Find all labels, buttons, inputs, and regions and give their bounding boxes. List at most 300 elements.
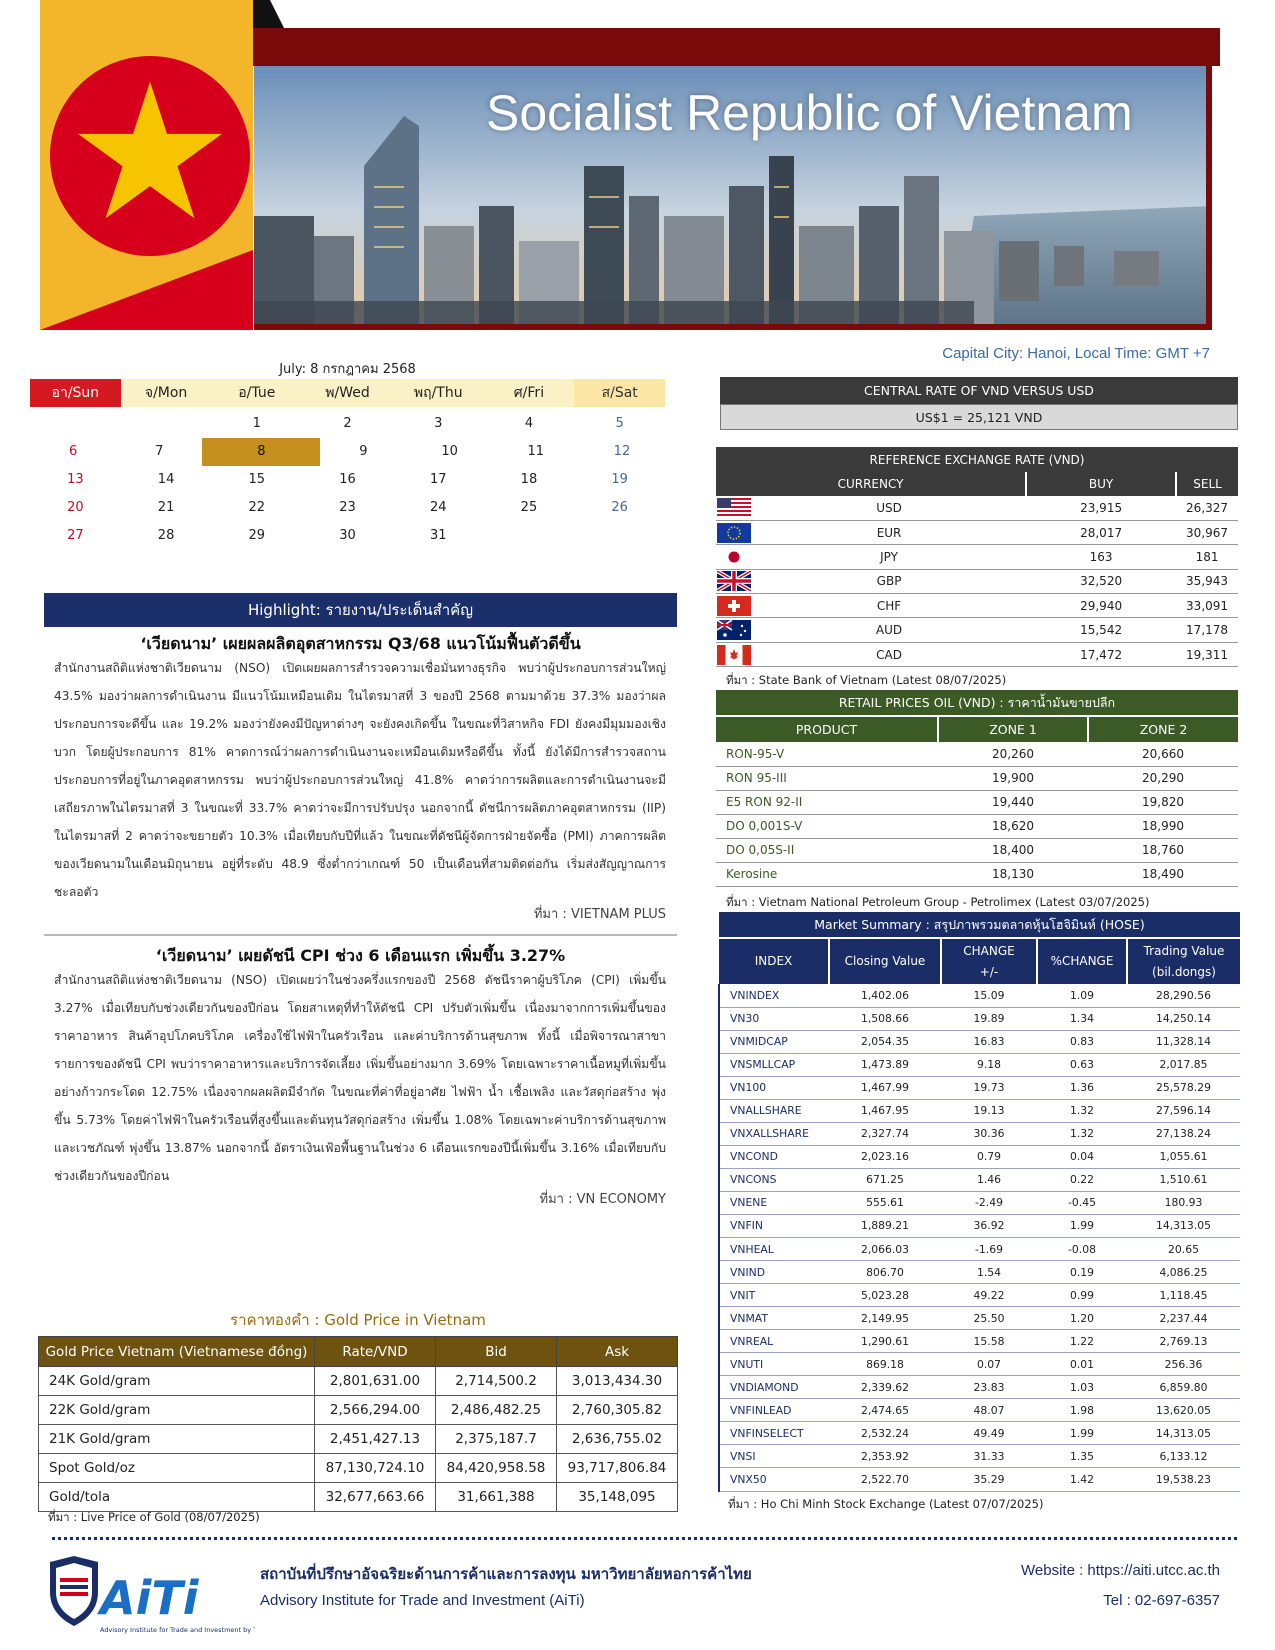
footer-website-link[interactable]: Website : https://aiti.utcc.ac.th — [1021, 1562, 1220, 1579]
market-index-name: VNSI — [719, 1445, 829, 1468]
us-flag-icon — [717, 498, 751, 518]
market-value-cell: 180.93 — [1127, 1191, 1240, 1214]
market-value-cell: 2,149.95 — [829, 1307, 941, 1330]
calendar-day: 27 — [67, 528, 84, 543]
calendar-day: 7 — [155, 444, 164, 459]
market-value-cell: 19.13 — [941, 1099, 1037, 1122]
market-value-cell: 869.18 — [829, 1353, 941, 1376]
market-value-cell: 49.22 — [941, 1284, 1037, 1307]
market-value-cell: 1.34 — [1037, 1007, 1127, 1030]
calendar-day: 6 — [68, 444, 78, 459]
market-row — [719, 1168, 1240, 1191]
oil-row — [716, 814, 1238, 838]
market-value-cell: -0.45 — [1037, 1191, 1127, 1214]
market-value-cell: 15.09 — [941, 984, 1037, 1007]
market-value-cell: 1.32 — [1037, 1099, 1127, 1122]
weekday-mon: จ/Mon — [121, 379, 212, 407]
calendar-day — [484, 522, 575, 550]
market-col-closing: Closing Value — [829, 938, 941, 984]
news1-title: ‘เวียดนาม’ เผยผลผลิตอุตสาหกรรม Q3/68 แนวโน้มฟื้นตัวดีขึ้น — [140, 634, 581, 653]
oil-price-cell: 19,900 — [938, 766, 1088, 790]
calendar-day: 25 — [520, 500, 538, 515]
calendar-day: 1 — [252, 416, 261, 431]
calendar-day: 24 — [429, 500, 447, 515]
market-value-cell: 19,538.23 — [1127, 1468, 1240, 1491]
market-index-name: VNMAT — [719, 1307, 829, 1330]
market-row — [719, 1399, 1240, 1422]
fx-flag-cell — [716, 496, 752, 520]
weekday-sun: อา/Sun — [30, 379, 121, 407]
footer-divider — [52, 1537, 1237, 1540]
news1-source: ที่มา : VIETNAM PLUS — [533, 907, 666, 922]
news2-source: ที่มา : VN ECONOMY — [539, 1192, 666, 1207]
gold-price-cell: 2,375,187.7 — [436, 1425, 557, 1454]
weekday-thu: พฤ/Thu — [393, 379, 484, 407]
gold-row — [39, 1483, 678, 1512]
ch-flag-icon — [717, 596, 751, 616]
gold-col-header: Ask — [557, 1337, 678, 1367]
fx-row — [716, 496, 1238, 520]
market-value-cell: 6,859.80 — [1127, 1376, 1240, 1399]
market-value-cell: 1,508.66 — [829, 1007, 941, 1030]
calendar-day: 28 — [157, 528, 175, 543]
gold-source: ที่มา : Live Price of Gold (08/07/2025) — [48, 1510, 260, 1524]
calendar-day: 29 — [248, 528, 266, 543]
market-value-cell: 2,066.03 — [829, 1238, 941, 1261]
footer-org-thai: สถาบันที่ปรึกษาอัจฉริยะด้านการค้าและการลงทุน มหาวิทยาลัยหอการค้าไทย — [260, 1565, 752, 1583]
market-value-cell: 1,402.06 — [829, 984, 941, 1007]
oil-row — [716, 838, 1238, 862]
market-value-cell: 14,250.14 — [1127, 1007, 1240, 1030]
oil-price-cell: 18,990 — [1088, 814, 1238, 838]
gold-item-label: Gold/tola — [39, 1483, 315, 1512]
oil-price-cell: 20,260 — [938, 742, 1088, 766]
market-value-cell: 2,054.35 — [829, 1030, 941, 1053]
calendar-day: 5 — [615, 416, 624, 431]
fx-col-currency: CURRENCY — [716, 472, 1026, 496]
gold-price-cell: 31,661,388 — [436, 1483, 557, 1512]
gold-price-cell: 32,677,663.66 — [315, 1483, 436, 1512]
market-value-cell: 36.92 — [941, 1214, 1037, 1237]
market-value-cell: 48.07 — [941, 1399, 1037, 1422]
market-index-name: VNFIN — [719, 1214, 829, 1237]
calendar-day: 16 — [339, 472, 356, 487]
market-value-cell: 1.09 — [1037, 984, 1127, 1007]
market-value-cell: 2,353.92 — [829, 1445, 941, 1468]
market-value-cell: 20.65 — [1127, 1238, 1240, 1261]
market-value-cell: 1,510.61 — [1127, 1168, 1240, 1191]
market-value-cell: 0.22 — [1037, 1168, 1127, 1191]
market-row — [719, 1007, 1240, 1030]
gold-item-label: 24K Gold/gram — [39, 1367, 315, 1396]
calendar-day: 18 — [520, 472, 538, 487]
market-value-cell: 806.70 — [829, 1261, 941, 1284]
market-index-name: VNREAL — [719, 1330, 829, 1353]
calendar-day: 23 — [339, 500, 356, 515]
fx-sell-cell: 30,967 — [1176, 520, 1238, 544]
oil-price-cell: 20,290 — [1088, 766, 1238, 790]
calendar-day: 31 — [429, 528, 447, 543]
fx-row — [716, 520, 1238, 544]
market-value-cell: 13,620.05 — [1127, 1399, 1240, 1422]
fx-row — [716, 545, 1238, 569]
oil-price-cell: 20,660 — [1088, 742, 1238, 766]
market-value-cell: 2,327.74 — [829, 1122, 941, 1145]
oil-title-row — [716, 690, 1238, 716]
ca-flag-icon — [717, 645, 751, 665]
market-value-cell: 1.35 — [1037, 1445, 1127, 1468]
market-value-cell: 25.50 — [941, 1307, 1037, 1330]
calendar-day: 22 — [248, 500, 266, 515]
weekday-sat: ส/Sat — [574, 379, 665, 407]
news2-title: ‘เวียดนาม’ เผยดัชนี CPI ช่วง 6 เดือนแรก เพิ่มขึ้น 3.27% — [155, 946, 566, 965]
market-value-cell: 14,313.05 — [1127, 1422, 1240, 1445]
market-value-cell: 1.98 — [1037, 1399, 1127, 1422]
oil-price-cell: 18,130 — [938, 862, 1088, 886]
gold-item-label: 22K Gold/gram — [39, 1396, 315, 1425]
fx-currency-cell: USD — [752, 496, 1026, 520]
market-row — [719, 1076, 1240, 1099]
highlight-section-bar: Highlight: รายงาน/ประเด็นสำคัญ — [44, 593, 677, 627]
gold-header-row — [39, 1337, 678, 1367]
jp-flag-icon — [717, 547, 751, 567]
gold-col-header: Rate/VND — [315, 1337, 436, 1367]
calendar-day: 20 — [67, 500, 84, 515]
calendar-day: 12 — [613, 444, 631, 459]
oil-table-title: RETAIL PRICES OIL (VND) : ราคาน้ำมันขายปลีก — [716, 690, 1238, 716]
oil-source: ที่มา : Vietnam National Petroleum Group - Petrolimex (Latest 03/07/2025) — [726, 895, 1150, 909]
market-value-cell: 2,532.24 — [829, 1422, 941, 1445]
market-row — [719, 1284, 1240, 1307]
fx-sell-cell: 33,091 — [1176, 594, 1238, 618]
market-value-cell: -2.49 — [941, 1191, 1037, 1214]
fx-sell-cell: 181 — [1176, 545, 1238, 569]
market-index-name: VN30 — [719, 1007, 829, 1030]
gold-col-header: Gold Price Vietnam (Vietnamese đồng) — [39, 1337, 315, 1367]
market-index-name: VNUTI — [719, 1353, 829, 1376]
fx-flag-cell — [716, 569, 752, 593]
market-col-pctchange: %CHANGE — [1037, 938, 1127, 984]
gold-price-cell: 2,451,427.13 — [315, 1425, 436, 1454]
oil-row — [716, 790, 1238, 814]
gold-price-cell: 93,717,806.84 — [557, 1454, 678, 1483]
market-value-cell: 19.73 — [941, 1076, 1037, 1099]
market-index-name: VNXALLSHARE — [719, 1122, 829, 1145]
market-row — [719, 1468, 1240, 1491]
oil-product-cell: DO 0,001S-V — [716, 814, 938, 838]
fx-buy-cell: 28,017 — [1026, 520, 1176, 544]
oil-row — [716, 742, 1238, 766]
market-value-cell: -0.08 — [1037, 1238, 1127, 1261]
market-row — [719, 1122, 1240, 1145]
market-value-cell: 0.04 — [1037, 1145, 1127, 1168]
market-index-name: VNINDEX — [719, 984, 829, 1007]
oil-row — [716, 862, 1238, 886]
news1-body: สำนักงานสถิติแห่งชาติเวียดนาม (NSO) เปิดเผยผลการสำรวจความเชื่อมั่นทางธุรกิจ พบว่าผู้ประกอบการส่วนใหญ่ 43.5% มองว่าผลการดำเนินงาน มีแนวโน้มเหมือนเดิม ในไตรมาสที่ 3 ของปี 2568 ตามมาด้วย 37.3% มองว่าผลประกอบการจะดีขึ้น และ 19.2% มองว่ายังคงมีปัญหาต่างๆ จะยังคงเกิดขึ้น ในขณะที่วิสาหกิจ FDI ยังคงมีมุมมองเชิงบวก โดยผู้ประกอบการ 81% คาดการณ์ว่าผลการดำเนินงานจะเหมือนเดิมหรือดีขึ้น ทั้งนี้ ยังได้มีการสำรวจสถานประกอบการที่อยู่ในภาคอุตสาหกรรม พบว่าผู้ประกอบการส่วนใหญ่ 41.8% คาดว่าการผลิตและการดำเนินงานจะมีเสถียรภาพในไตรมาสที่ 3 ในขณะที่ 33.7% คาดว่าจะมีการปรับปรุง นอกจากนี้ ดัชนีการผลิตภาคอุตสาหกรรม (IIP) ในไตรมาสที่ 2 คาดว่าจะขยายตัว 10.3% เมื่อเทียบกับปีที่แล้ว ในขณะที่ดัชนีผู้จัดการฝ่ายจัดซื้อ (PMI) ภาคการผลิตของเวียดนามในเดือนมิถุนายน อยู่ที่ระดับ 48.9 ซึ่งต่ำกว่าเกณฑ์ 50 เป็นเดือนที่สามติดต่อกัน เริ่มส่งสัญญาณการชะลอตัว — [54, 661, 666, 899]
market-index-name: VNCOND — [719, 1145, 829, 1168]
market-title-row — [719, 912, 1240, 938]
header-banner-bar — [240, 28, 1220, 66]
fx-currency-cell: GBP — [752, 569, 1026, 593]
market-value-cell: 0.83 — [1037, 1030, 1127, 1053]
calendar-title: July: 8 กรกฎาคม 2568 — [279, 362, 416, 377]
calendar-day: 10 — [441, 444, 458, 459]
market-row — [719, 1422, 1240, 1445]
gold-item-label: 21K Gold/gram — [39, 1425, 315, 1454]
page-title: Socialist Republic of Vietnam — [486, 85, 1133, 141]
market-value-cell: 1,118.45 — [1127, 1284, 1240, 1307]
gold-price-cell: 2,486,482.25 — [436, 1396, 557, 1425]
market-col-index: INDEX — [719, 938, 829, 984]
central-rate-title: CENTRAL RATE OF VND VERSUS USD — [720, 377, 1238, 404]
footer-telephone: Tel : 02-697-6357 — [1103, 1592, 1220, 1609]
market-value-cell: 4,086.25 — [1127, 1261, 1240, 1284]
market-row — [719, 984, 1240, 1007]
market-index-name: VNALLSHARE — [719, 1099, 829, 1122]
market-row — [719, 1376, 1240, 1399]
fx-flag-cell — [716, 520, 752, 544]
market-value-cell: 1.03 — [1037, 1376, 1127, 1399]
calendar-week-row — [30, 494, 665, 522]
market-value-cell: 1.99 — [1037, 1214, 1127, 1237]
market-value-cell: 27,138.24 — [1127, 1122, 1240, 1145]
fx-sell-cell: 17,178 — [1176, 618, 1238, 642]
market-index-name: VNDIAMOND — [719, 1376, 829, 1399]
market-row — [719, 1030, 1240, 1053]
capital-time-line: Capital City: Hanoi, Local Time: GMT +7 — [942, 345, 1210, 362]
market-value-cell: 0.99 — [1037, 1284, 1127, 1307]
fx-flag-cell — [716, 642, 752, 666]
gold-price-cell: 87,130,724.10 — [315, 1454, 436, 1483]
gold-price-cell: 2,636,755.02 — [557, 1425, 678, 1454]
market-value-cell: 1.42 — [1037, 1468, 1127, 1491]
weekday-fri: ศ/Fri — [484, 379, 575, 407]
market-row — [719, 1261, 1240, 1284]
market-summary-table — [718, 912, 1240, 1492]
calendar-day: 17 — [429, 472, 447, 487]
market-index-name: VNENE — [719, 1191, 829, 1214]
gold-row — [39, 1396, 678, 1425]
calendar-weekday-header — [30, 379, 665, 407]
calendar-week-row — [30, 438, 665, 466]
market-index-name: VNHEAL — [719, 1238, 829, 1261]
market-index-name: VNSMLLCAP — [719, 1053, 829, 1076]
oil-col-zone1: ZONE 1 — [938, 716, 1088, 742]
market-value-cell: 1,467.99 — [829, 1076, 941, 1099]
gold-section-title: ราคาทองคำ : Gold Price in Vietnam — [230, 1311, 486, 1329]
market-value-cell: 256.36 — [1127, 1353, 1240, 1376]
fx-header-row — [716, 472, 1238, 496]
market-col-change: CHANGE +/- — [941, 938, 1037, 984]
market-value-cell: 1.54 — [941, 1261, 1037, 1284]
fx-table-title: REFERENCE EXCHANGE RATE (VND) — [716, 447, 1238, 472]
footer-org-english: Advisory Institute for Trade and Investment (AiTi) — [260, 1592, 585, 1609]
market-value-cell: 6,133.12 — [1127, 1445, 1240, 1468]
gold-row — [39, 1367, 678, 1396]
market-value-cell: 14,313.05 — [1127, 1214, 1240, 1237]
market-value-cell: 2,023.16 — [829, 1145, 941, 1168]
calendar-day — [30, 410, 121, 438]
market-value-cell: 1.36 — [1037, 1076, 1127, 1099]
calendar-day: 19 — [611, 472, 628, 487]
calendar-day-today: 8 — [202, 438, 320, 466]
market-header-row — [719, 938, 1240, 984]
fx-row — [716, 594, 1238, 618]
market-value-cell: 2,522.70 — [829, 1468, 941, 1491]
market-row — [719, 1214, 1240, 1237]
market-source: ที่มา : Ho Chi Minh Stock Exchange (Latest 07/07/2025) — [728, 1497, 1044, 1511]
market-value-cell: 671.25 — [829, 1168, 941, 1191]
oil-product-cell: DO 0,05S-II — [716, 838, 938, 862]
oil-product-cell: Kerosine — [716, 862, 938, 886]
calendar-day: 11 — [527, 444, 545, 459]
oil-price-cell: 18,620 — [938, 814, 1088, 838]
gold-price-cell: 84,420,958.58 — [436, 1454, 557, 1483]
market-value-cell: 1.32 — [1037, 1122, 1127, 1145]
oil-header-row — [716, 716, 1238, 742]
market-value-cell: 23.83 — [941, 1376, 1037, 1399]
oil-price-cell: 19,440 — [938, 790, 1088, 814]
fx-buy-cell: 32,520 — [1026, 569, 1176, 593]
market-value-cell: 49.49 — [941, 1422, 1037, 1445]
market-value-cell: 1.46 — [941, 1168, 1037, 1191]
oil-product-cell: RON 95-III — [716, 766, 938, 790]
oil-price-cell: 18,400 — [938, 838, 1088, 862]
market-value-cell: 9.18 — [941, 1053, 1037, 1076]
vietnam-flag-panel — [40, 0, 253, 330]
oil-col-zone2: ZONE 2 — [1088, 716, 1238, 742]
flag-fold-decoration — [40, 250, 253, 330]
market-index-name: VNFINLEAD — [719, 1399, 829, 1422]
market-value-cell: 30.36 — [941, 1122, 1037, 1145]
gold-price-cell: 3,013,434.30 — [557, 1367, 678, 1396]
market-value-cell: 555.61 — [829, 1191, 941, 1214]
gold-price-cell: 2,801,631.00 — [315, 1367, 436, 1396]
market-value-cell: -1.69 — [941, 1238, 1037, 1261]
gold-price-cell: 35,148,095 — [557, 1483, 678, 1512]
oil-product-cell: RON-95-V — [716, 742, 938, 766]
oil-row — [716, 766, 1238, 790]
market-value-cell: 1,473.89 — [829, 1053, 941, 1076]
market-value-cell: 1,055.61 — [1127, 1145, 1240, 1168]
market-col-trading: Trading Value (bil.dongs) — [1127, 938, 1240, 984]
fx-buy-cell: 17,472 — [1026, 642, 1176, 666]
oil-price-cell: 18,490 — [1088, 862, 1238, 886]
calendar-day — [574, 522, 665, 550]
news-divider — [44, 934, 677, 936]
uk-flag-icon — [717, 571, 751, 591]
fx-sell-cell: 19,311 — [1176, 642, 1238, 666]
market-row — [719, 1445, 1240, 1468]
calendar-week-row — [30, 410, 665, 438]
market-value-cell: 2,769.13 — [1127, 1330, 1240, 1353]
calendar-day: 15 — [248, 472, 266, 487]
fx-title-row — [716, 447, 1238, 472]
market-row — [719, 1307, 1240, 1330]
calendar-day: 21 — [157, 500, 175, 515]
market-value-cell: 1.99 — [1037, 1422, 1127, 1445]
market-value-cell: 0.79 — [941, 1145, 1037, 1168]
market-value-cell: 2,474.65 — [829, 1399, 941, 1422]
oil-product-cell: E5 RON 92-II — [716, 790, 938, 814]
market-row — [719, 1099, 1240, 1122]
market-row — [719, 1191, 1240, 1214]
market-index-name: VNFINSELECT — [719, 1422, 829, 1445]
market-value-cell: 2,017.85 — [1127, 1053, 1240, 1076]
flag-star-icon — [78, 80, 222, 220]
calendar-week-row — [30, 466, 665, 494]
fx-buy-cell: 29,940 — [1026, 594, 1176, 618]
market-table-title: Market Summary : สรุปภาพรวมตลาดหุ้นโฮจิมินห์ (HOSE) — [719, 912, 1240, 938]
market-value-cell: 1.20 — [1037, 1307, 1127, 1330]
gold-item-label: Spot Gold/oz — [39, 1454, 315, 1483]
market-value-cell: 15.58 — [941, 1330, 1037, 1353]
fx-buy-cell: 15,542 — [1026, 618, 1176, 642]
market-index-name: VN100 — [719, 1076, 829, 1099]
gold-row — [39, 1454, 678, 1483]
fx-flag-cell — [716, 594, 752, 618]
market-index-name: VNIT — [719, 1284, 829, 1307]
news2-body: สำนักงานสถิติแห่งชาติเวียดนาม (NSO) เปิดเผยว่าในช่วงครึ่งแรกของปี 2568 ดัชนีราคาผู้บริโภค (CPI) เพิ่มขึ้น 3.27% เมื่อเทียบกับช่วงเดียวกันของปีก่อน โดยสาเหตุที่ทำให้ดัชนี CPI ปรับตัวเพิ่มขึ้น เนื่องมาจากการเพิ่มขึ้นของราคาอาหาร สินค้าอุปโภคบริโภค เครื่องใช้ไฟฟ้าในครัวเรือน และค่าบริการด้านสุขภาพ ทั้งนี้ เมื่อพิจารณาสาขารายการของดัชนี CPI พบว่าราคาอาหารและบริการจัดเลี้ยง เพิ่มขึ้นอย่างมาก 3.69% โดยเฉพาะราคาเนื้อหมูที่เพิ่มขึ้นอย่างก้าวกระโดด 12.75% เนื่องจากผลผลิตมีจำกัด ในขณะที่ค่าที่อยู่อาศัย ไฟฟ้า น้ำ เชื้อเพลิง และวัสดุก่อสร้าง พุ่งขึ้น 5.73% โดยค่าไฟฟ้าในครัวเรือนที่สูงขึ้นและต้นทุนวัสดุก่อสร้าง เพิ่มขึ้น 1.08% โดยเฉพาะค่าบริการด้านสุขภาพและเวชภัณฑ์ พุ่งขึ้น 13.87% นอกจากนี้ อัตราเงินเฟ้อพื้นฐานในช่วง 6 เดือนแรกของปีนี้เพิ่มขึ้น 3.16% เมื่อเทียบกับช่วงเดียวกันของปีก่อน — [54, 973, 666, 1183]
oil-price-cell: 18,760 — [1088, 838, 1238, 862]
market-value-cell: 0.01 — [1037, 1353, 1127, 1376]
gold-price-cell: 2,760,305.82 — [557, 1396, 678, 1425]
fx-col-buy: BUY — [1026, 472, 1176, 496]
market-row — [719, 1330, 1240, 1353]
fx-flag-cell — [716, 545, 752, 569]
fx-flag-cell — [716, 618, 752, 642]
market-index-name: VNIND — [719, 1261, 829, 1284]
gold-price-cell: 2,566,294.00 — [315, 1396, 436, 1425]
oil-price-table — [716, 690, 1238, 887]
fx-sell-cell: 35,943 — [1176, 569, 1238, 593]
market-value-cell: 31.33 — [941, 1445, 1037, 1468]
oil-price-cell: 19,820 — [1088, 790, 1238, 814]
calendar-day: 26 — [611, 500, 628, 515]
market-value-cell: 2,339.62 — [829, 1376, 941, 1399]
market-value-cell: 0.07 — [941, 1353, 1037, 1376]
market-value-cell: 27,596.14 — [1127, 1099, 1240, 1122]
fx-source: ที่มา : State Bank of Vietnam (Latest 08/07/2025) — [726, 673, 1007, 687]
market-value-cell: 1,467.95 — [829, 1099, 941, 1122]
market-value-cell: 25,578.29 — [1127, 1076, 1240, 1099]
market-index-name: VNX50 — [719, 1468, 829, 1491]
calendar-week-row — [30, 522, 665, 550]
market-row — [719, 1353, 1240, 1376]
calendar-grid — [30, 410, 665, 550]
calendar-day: 30 — [339, 528, 356, 543]
calendar-day: 4 — [524, 416, 534, 431]
fx-currency-cell: JPY — [752, 545, 1026, 569]
eu-flag-icon — [717, 523, 751, 543]
gold-price-cell: 2,714,500.2 — [436, 1367, 557, 1396]
au-flag-icon — [717, 620, 751, 640]
fx-col-sell: SELL — [1176, 472, 1238, 496]
market-value-cell: 0.63 — [1037, 1053, 1127, 1076]
svg-text:AiTi: AiTi — [100, 1571, 199, 1625]
central-rate-value: US$1 = 25,121 VND — [720, 404, 1238, 430]
market-value-cell: 11,328.14 — [1127, 1030, 1240, 1053]
market-index-name: VNCONS — [719, 1168, 829, 1191]
weekday-tue: อ/Tue — [211, 379, 302, 407]
fx-currency-cell: EUR — [752, 520, 1026, 544]
market-value-cell: 1.22 — [1037, 1330, 1127, 1353]
fx-buy-cell: 163 — [1026, 545, 1176, 569]
market-value-cell: 0.19 — [1037, 1261, 1127, 1284]
aiti-logo — [40, 1550, 255, 1640]
gold-col-header: Bid — [436, 1337, 557, 1367]
market-value-cell: 19.89 — [941, 1007, 1037, 1030]
